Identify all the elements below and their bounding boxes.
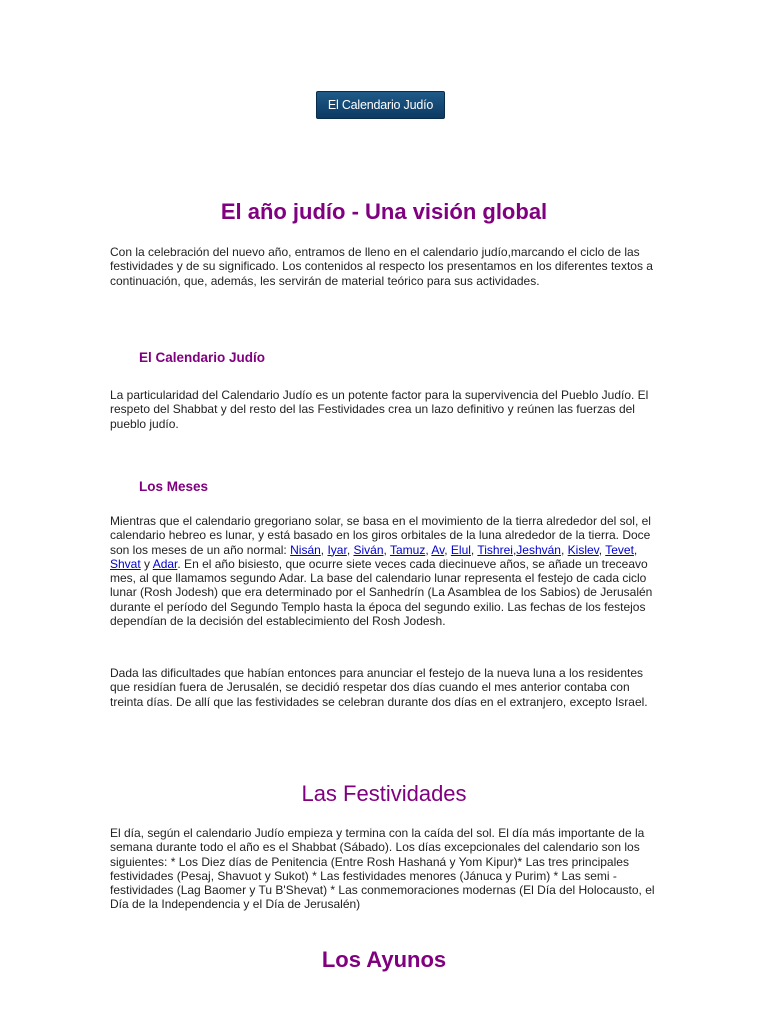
calendario-heading: El Calendario Judío xyxy=(139,350,266,365)
calendario-banner: El Calendario Judío xyxy=(316,91,445,119)
month-link-sivan[interactable]: Siván xyxy=(353,542,384,557)
month-link-jeshvan[interactable]: Jeshván xyxy=(516,542,561,557)
festividades-heading: Las Festividades xyxy=(301,781,467,806)
month-link-tishrei[interactable]: Tishrei xyxy=(477,542,513,557)
meses-heading: Los Meses xyxy=(139,479,209,494)
meses-paragraph: Mientras que el calendario gregoriano solar, se basa en el movimiento de la tierra alrededor del sol, el calendario hebreo es lunar, y está basado en los giros orbitales de la luna alrededor de la tierra. Doce son los meses de un año normal: Nisán, Iyar, Siván, Tamuz, Av, Elul, Tishrei,Jeshván, Kislev, Tevet, Shvat y Adar. En el año bisiesto, que ocurre siete veces cada diecinueve años, se añade un treceavo mes, al que llamamos segundo Adar. La base del calendario lunar representa el festejo de cada ciclo lunar (Rosh Jodesh) que era determinado por el Sanhedrín (La Asamblea de los Sabios) de Jerusalén durante el período del Segundo Templo hasta la época del segundo exilio. Las fechas de los festejos dependían de la decisión del establecimiento del Rosh Jodesh. xyxy=(110,514,653,629)
month-link-kislev[interactable]: Kislev xyxy=(567,542,599,557)
month-link-adar[interactable]: Adar xyxy=(152,556,178,571)
month-link-av[interactable]: Av xyxy=(431,542,445,557)
month-link-nisan[interactable]: Nisán xyxy=(290,542,321,557)
calendario-paragraph: La particularidad del Calendario Judío es un potente factor para la supervivencia del Pueblo Judío. El respeto del Shabbat y del resto del las Festividades crea un lazo definitivo y reúnen las fuerzas del pueblo judío. xyxy=(110,388,649,431)
month-link-shvat[interactable]: Shvat xyxy=(110,556,141,571)
month-link-iyar[interactable]: Iyar xyxy=(327,542,347,557)
meses-text-before: Mientras que el calendario gregoriano solar, se basa en el movimiento de la tierra alrededor del sol, el calendario hebreo es lunar, y está basado en los giros orbitales de la luna alrededor de la tierra. Doce son los meses de un año normal: xyxy=(110,514,651,557)
festividades-paragraph: El día, según el calendario Judío empieza y termina con la caída del sol. El día más importante de la semana durante todo el año es el Shabbat (Sábado). Los días excepcionales del calendario son los siguientes: * Los Diez días de Penitencia (Entre Rosh Hashaná y Yom Kipur)* Las tres principales festividades (Pesaj, Shavuot y Sukot) * Las festividades menores (Jánuca y Purim) * Las semi - festividades (Lag Baomer y Tu B'Shevat) * Las conmemoraciones modernas (El Día del Holocausto, el Día de la Independencia y el Día de Jerusalén) xyxy=(110,826,655,912)
page-title: El año judío - Una visión global xyxy=(220,199,548,224)
ayunos-heading: Los Ayunos xyxy=(321,947,447,972)
meses-paragraph-2: Dada las dificultades que habían entonces para anunciar el festejo de la nueva luna a los residentes que residían fuera de Jerusalén, se decidió respetar dos días cuando el mes anterior contaba con treinta días. De allí que las festividades se celebran durante dos días en el extranjero, excepto Israel. xyxy=(110,666,648,709)
intro-paragraph: Con la celebración del nuevo año, entramos de lleno en el calendario judío,marcando el ciclo de las festividades y de su significado. Los contenidos al respecto los presentamos en los diferentes textos a continuación, que, además, les servirán de material teórico para sus actividades. xyxy=(110,245,653,288)
month-link-tevet[interactable]: Tevet xyxy=(605,542,634,557)
month-link-elul[interactable]: Elul xyxy=(450,542,471,557)
meses-text-after: . En el año bisiesto, que ocurre siete veces cada diecinueve años, se añade un treceavo mes, al que llamamos segundo Adar. La base del calendario lunar representa el festejo de cada ciclo lunar (Rosh Jodesh) que era determinado por el Sanhedrín (La Asamblea de los Sabios) de Jerusalén durante el período del Segundo Templo hasta la época del segundo exilio. Las fechas de los festejos dependían de la decisión del establecimiento del Rosh Jodesh. xyxy=(110,556,653,629)
month-link-tamuz[interactable]: Tamuz xyxy=(389,542,426,557)
